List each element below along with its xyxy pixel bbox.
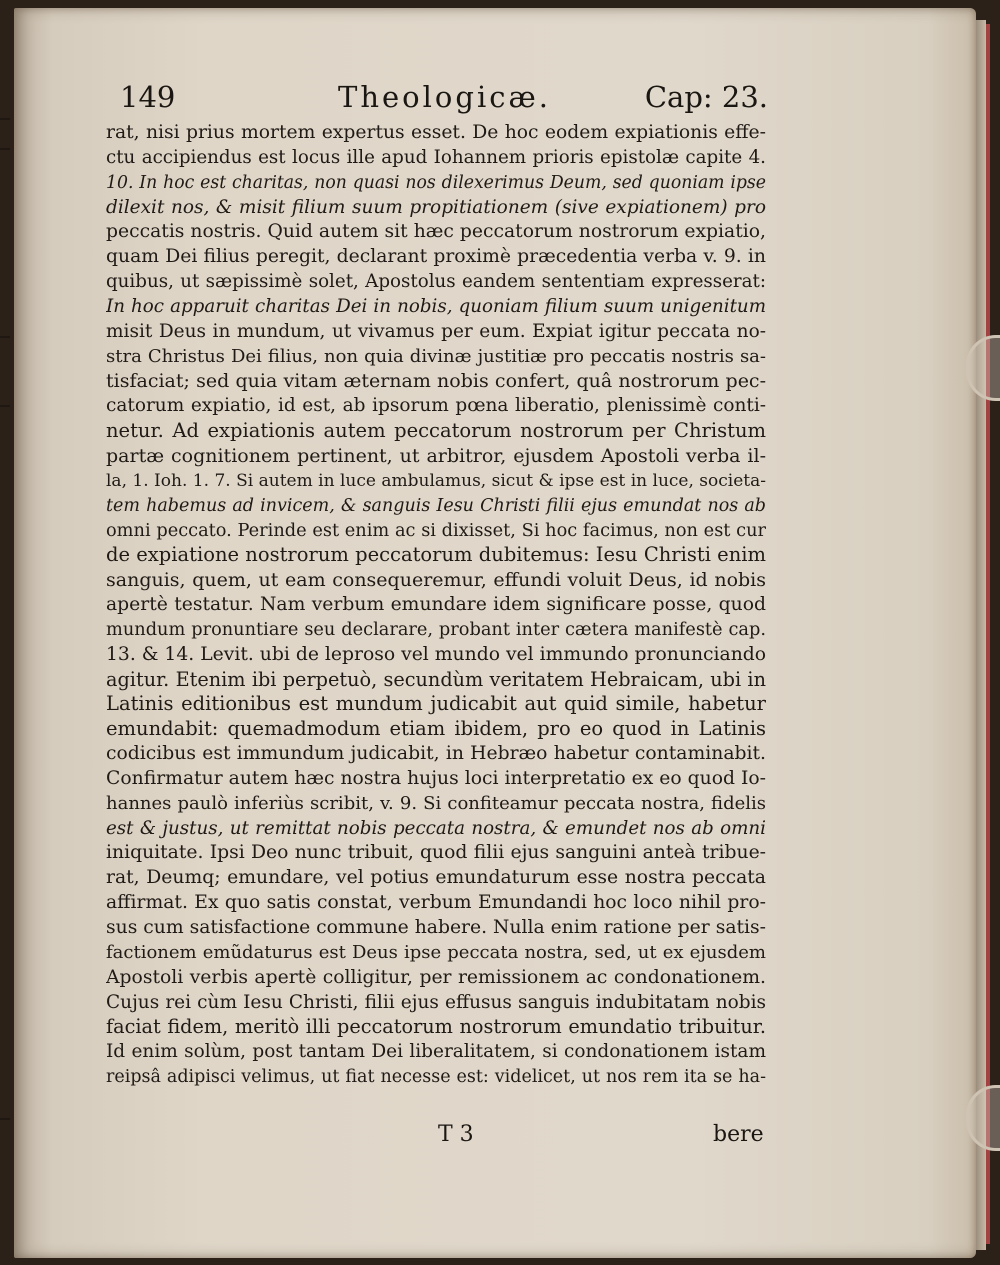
text-line: Id enim solùm, post tantam Dei liberalitatem, si condonationem istam xyxy=(106,1041,766,1063)
text-line: faciat fidem, meritò illi peccatorum nostrorum emundatio tribuitur. xyxy=(106,1015,766,1039)
show-through-mark xyxy=(0,1118,10,1120)
text-line: de expiatione nostrorum peccatorum dubitemus: Iesu Christi enim xyxy=(106,543,766,567)
text-line: affirmat. Ex quo satis constat, verbum Emundandi hoc loco nihil pro- xyxy=(106,892,766,914)
red-page-edge xyxy=(986,24,990,1244)
text-line: omni peccato. Perinde est enim ac si dixisset, Si hoc facimus, non est cur xyxy=(106,520,766,541)
text-line: ctu accipiendus est locus ille apud Iohannem prioris epistolæ capite 4. xyxy=(106,146,766,168)
text-line: 13. & 14. Levit. ubi de leproso vel mundo vel immundo pronunciando xyxy=(106,643,766,665)
text-line: 10. In hoc est charitas, non quasi nos dilexerimus Deum, sed quoniam ipse xyxy=(106,172,766,193)
text-line: reipsâ adipisci velimus, ut fiat necesse est: videlicet, ut nos rem ita se ha- xyxy=(106,1067,766,1088)
text-line: In hoc apparuit charitas Dei in nobis, quoniam filium suum unigenitum xyxy=(106,295,766,317)
running-title: Theologicæ. xyxy=(338,80,551,114)
text-line: factionem emũdaturus est Deus ipse peccata nostra, sed, ut ex ejusdem xyxy=(106,941,766,963)
show-through-mark xyxy=(0,336,10,338)
text-line: partæ cognitionem pertinent, ut arbitror, ejusdem Apostoli verba il- xyxy=(106,444,766,467)
text-line: Cujus rei cùm Iesu Christi, filii ejus effusus sanguis indubitatam nobis xyxy=(106,991,766,1013)
text-line: iniquitate. Ipsi Deo nunc tribuit, quod filii ejus sanguini anteà tribue- xyxy=(106,842,766,864)
text-line: tisfaciat; sed quia vitam æternam nobis confert, quâ nostrorum pec- xyxy=(106,370,766,393)
text-line: sus cum satisfactione commune habere. Nulla enim ratione per satis- xyxy=(106,917,766,938)
text-line: agitur. Etenim ibi perpetuò, secundùm veritatem Hebraicam, ubi in xyxy=(106,667,766,691)
text-line: netur. Ad expiationis autem peccatorum nostrorum per Christum xyxy=(106,419,766,443)
text-line: est & justus, ut remittat nobis peccata nostra, & emundet nos ab omni xyxy=(106,817,766,839)
text-line: apertè testatur. Nam verbum emundare idem significare posse, quod xyxy=(106,594,766,616)
text-line: tem habemus ad invicem, & sanguis Iesu Christi filii ejus emundat nos ab xyxy=(106,495,766,516)
text-line: peccatis nostris. Quid autem sit hæc peccatorum nostrorum expiatio, xyxy=(106,221,766,243)
text-line: quam Dei filius peregit, declarant proximè præcedentia verba v. 9. in xyxy=(106,246,766,268)
folio-number: 149 xyxy=(120,80,176,114)
text-line: Confirmatur autem hæc nostra hujus loci interpretatio ex eo quod Io- xyxy=(106,767,766,789)
page-edge xyxy=(976,20,986,1250)
text-line: mundum pronuntiare seu declarare, probant inter cætera manifestè cap. xyxy=(106,619,766,640)
text-line: misit Deus in mundum, ut vivamus per eum. Expiat igitur peccata no- xyxy=(106,320,766,342)
text-line: hannes paulò inferiùs scribit, v. 9. Si confiteamur peccata nostra, fidelis xyxy=(106,792,766,814)
show-through-mark xyxy=(0,148,10,150)
page-header xyxy=(120,80,770,126)
show-through-mark xyxy=(0,118,10,120)
text-line: quibus, ut sæpissimè solet, Apostolus eandem sententiam expresserat: xyxy=(106,271,766,293)
show-through-mark xyxy=(0,405,10,407)
text-line: rat, Deumq; emundare, vel potius emundaturum esse nostra peccata xyxy=(106,867,766,889)
text-line: Apostoli verbis apertè colligitur, per remissionem ac condonationem. xyxy=(106,966,766,988)
text-line: Latinis editionibus est mundum judicabit aut quid simile, habetur xyxy=(106,692,766,716)
text-line: la, 1. Ioh. 1. 7. Si autem in luce ambulamus, sicut & ipse est in luce, societa- xyxy=(106,470,766,491)
signature-mark: T 3 xyxy=(438,1122,474,1147)
chapter-label: Cap: 23. xyxy=(644,80,768,114)
text-line: emundabit: quemadmodum etiam ibidem, pro eo quod in Latinis xyxy=(106,717,766,741)
text-line: catorum expiatio, id est, ab ipsorum pœna liberatio, plenissimè conti- xyxy=(106,395,766,417)
catchword: bere xyxy=(713,1122,764,1147)
text-line: stra Christus Dei filius, non quia divinæ justitiæ pro peccatis nostris sa- xyxy=(106,345,766,367)
text-line: dilexit nos, & misit filium suum propitiationem (sive expiationem) pro xyxy=(106,196,766,218)
text-line: rat, nisi prius mortem expertus esset. De hoc eodem expiationis effe- xyxy=(106,122,766,143)
text-line: sanguis, quem, ut eam consequeremur, effundi voluit Deus, id nobis xyxy=(106,569,766,592)
text-line: codicibus est immundum judicabit, in Hebræo habetur contaminabit. xyxy=(106,743,766,765)
text-body xyxy=(106,121,766,1090)
